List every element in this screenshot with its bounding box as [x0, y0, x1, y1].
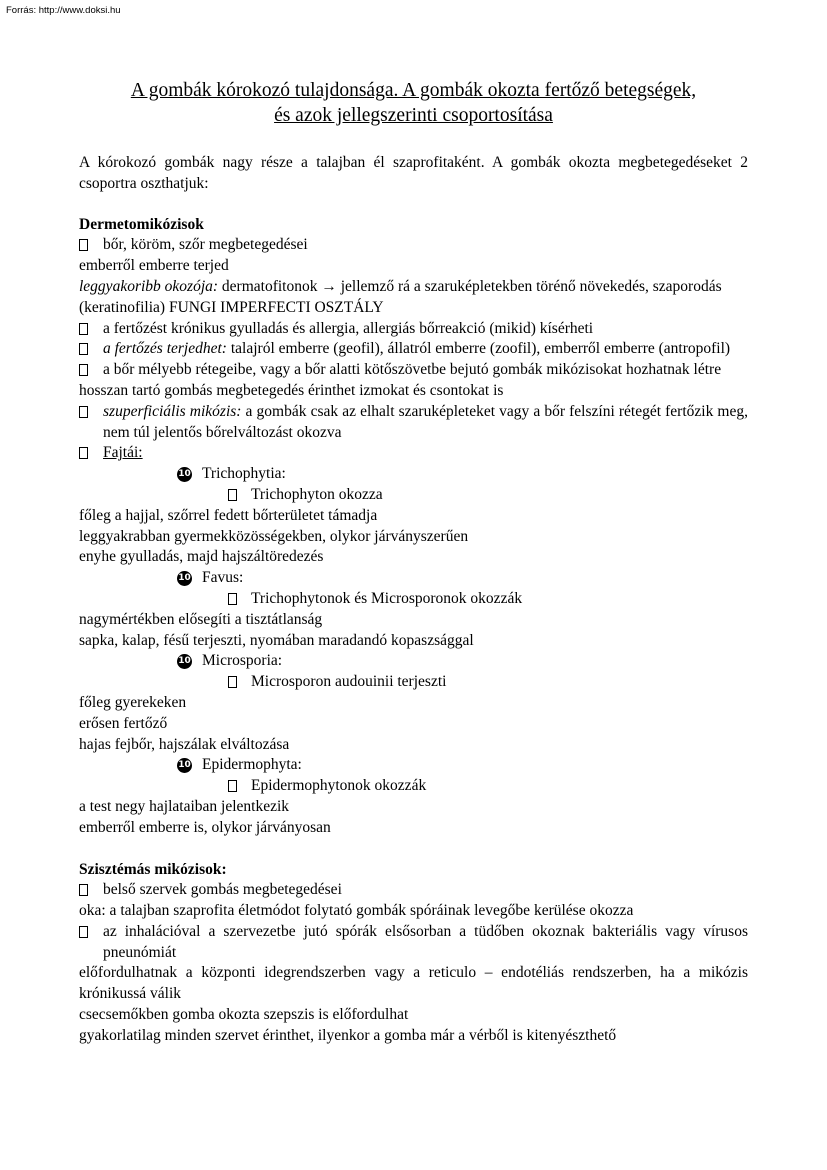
list-item: [79, 402, 748, 444]
list-item-text: a fertőzést krónikus gyulladás és allergia, allergiás bőrreakció (mikid) kísérheti: [103, 319, 594, 337]
type-cause-text: Microsporon audouinii terjeszti: [251, 673, 447, 691]
type-cause: [79, 776, 748, 797]
bullet-box-icon: [228, 593, 237, 605]
type-item: [79, 568, 748, 589]
list-item: [79, 339, 748, 360]
bullet-box-icon: [228, 780, 237, 792]
bullet-box-icon: [79, 926, 88, 938]
list-item: [79, 922, 748, 964]
spacer: [79, 839, 748, 860]
type-item: [79, 464, 748, 485]
text-line: a test negy hajlataiban jelentkezik: [79, 797, 290, 815]
circled-ten-icon: 10: [177, 758, 192, 773]
type-name: Favus:: [202, 569, 244, 587]
circled-ten-icon: 10: [177, 467, 192, 482]
type-cause: [79, 589, 748, 610]
list-item: [79, 880, 748, 901]
text-line: enyhe gyulladás, majd hajszáltöredezés: [79, 548, 324, 566]
bullet-box-icon: [79, 323, 88, 335]
type-cause: [79, 672, 748, 693]
bullet-box-icon: [79, 447, 88, 459]
type-cause-text: Trichophyton okozza: [251, 485, 383, 503]
section-heading-systemic-mycoses: Szisztémás mikózisok:: [79, 860, 227, 878]
list-item: [79, 235, 748, 256]
text-line: főleg a hajjal, szőrrel fedett bőrterületet támadja: [79, 506, 378, 524]
circled-ten-icon: 10: [177, 571, 192, 586]
text-line: emberről emberre is, olykor járványosan: [79, 818, 331, 836]
list-item-text: bőr, köröm, szőr megbetegedései: [103, 236, 308, 254]
text-line: sapka, kalap, fésű terjeszti, nyomában maradandó kopaszsággal: [79, 631, 474, 649]
bullet-box-icon: [228, 489, 237, 501]
bullet-box-icon: [79, 364, 88, 376]
text-line: hosszan tartó gombás megbetegedés érinthet izmokat és csontokat is: [79, 381, 504, 399]
list-item: [79, 319, 748, 340]
source-label: Forrás: http://www.doksi.hu: [6, 5, 121, 16]
text-line: előfordulhatnak a központi idegrendszerben vagy a reticulo – endotéliás rendszerben, ha a mikózis krónikussá válik: [79, 964, 748, 1003]
type-cause: [79, 485, 748, 506]
document-page: [79, 78, 748, 1047]
intro-paragraph: A kórokozó gombák nagy része a talajban él szaprofitaként. A gombák okozta megbetegedéseket 2 csoportra oszthatjuk:: [79, 154, 748, 192]
list-item-text: talajról emberre (geofil), állatról emberre (zoofil), emberről emberre (antropofil): [226, 340, 731, 358]
type-cause-text: Trichophytonok és Microsporonok okozzák: [251, 589, 523, 607]
list-item-text: a gombák csak az elhalt szaruképleteket vagy a bőr felszíni rétegét fertőzik meg, nem túl jelentős bőrelváltozást okozva: [103, 402, 748, 441]
text-line: csecsemőkben gomba okozta szepszis is előfordulhat: [79, 1006, 409, 1024]
text-line: leggyakrabban gyermekközösségekben, olykor járványszerűen: [79, 527, 469, 545]
text-line: [79, 277, 748, 319]
type-name: Epidermophyta:: [202, 756, 302, 774]
list-item: [79, 360, 748, 381]
title-line-2: és azok jellegszerinti csoportosítása: [274, 105, 553, 126]
text-line: nagymértékben elősegíti a tisztátlanság: [79, 610, 323, 628]
text-rest: dermatofitonok → jellemző rá a szaruképletekben törénő növekedés, szaporodás (keratinofilia) FUNGI IMPERFECTI OSZTÁLY: [79, 277, 722, 316]
type-name: Microsporia:: [202, 652, 283, 670]
italic-lead: leggyakoribb okozója:: [79, 277, 219, 295]
circled-ten-icon: 10: [177, 654, 192, 669]
type-cause-text: Epidermophytonok okozzák: [251, 777, 427, 795]
bullet-box-icon: [228, 676, 237, 688]
list-item-text: a bőr mélyebb rétegeibe, vagy a bőr alatti kötőszövetbe bejutó gombák mikózisokat hozhatnak létre: [103, 361, 722, 379]
bullet-box-icon: [79, 343, 88, 355]
list-item: [79, 443, 748, 464]
page-title: [79, 78, 748, 128]
text-line: emberről emberre terjed: [79, 257, 229, 275]
bullet-box-icon: [79, 884, 88, 896]
title-line-1: A gombák kórokozó tulajdonsága. A gombák okozta fertőző betegségek,: [130, 80, 697, 101]
list-item-text: belső szervek gombás megbetegedései: [103, 881, 342, 899]
list-item-text: az inhalációval a szervezetbe jutó spórák elsősorban a tüdőben okoznak bakteriális vagy vírusos pneunómiát: [103, 922, 748, 961]
section-heading-dermatomycoses: Dermetomikózisok: [79, 215, 204, 233]
types-label: Fajtái:: [103, 444, 143, 462]
type-name: Trichophytia:: [202, 465, 286, 483]
text-line: gyakorlatilag minden szervet érinthet, ilyenkor a gomba már a vérből is kitenyészthető: [79, 1026, 617, 1044]
text-line: főleg gyerekeken: [79, 693, 187, 711]
bullet-box-icon: [79, 406, 88, 418]
type-item: [79, 651, 748, 672]
text-line: erősen fertőző: [79, 714, 168, 732]
text-line: hajas fejbőr, hajszálak elváltozása: [79, 735, 290, 753]
text-line: oka: a talajban szaprofita életmódot folytató gombák spóráinak levegőbe kerülése okozza: [79, 902, 634, 920]
italic-lead: a fertőzés terjedhet:: [103, 340, 227, 358]
type-item: [79, 755, 748, 776]
bullet-box-icon: [79, 239, 88, 251]
italic-lead: szuperficiális mikózis:: [103, 402, 242, 420]
